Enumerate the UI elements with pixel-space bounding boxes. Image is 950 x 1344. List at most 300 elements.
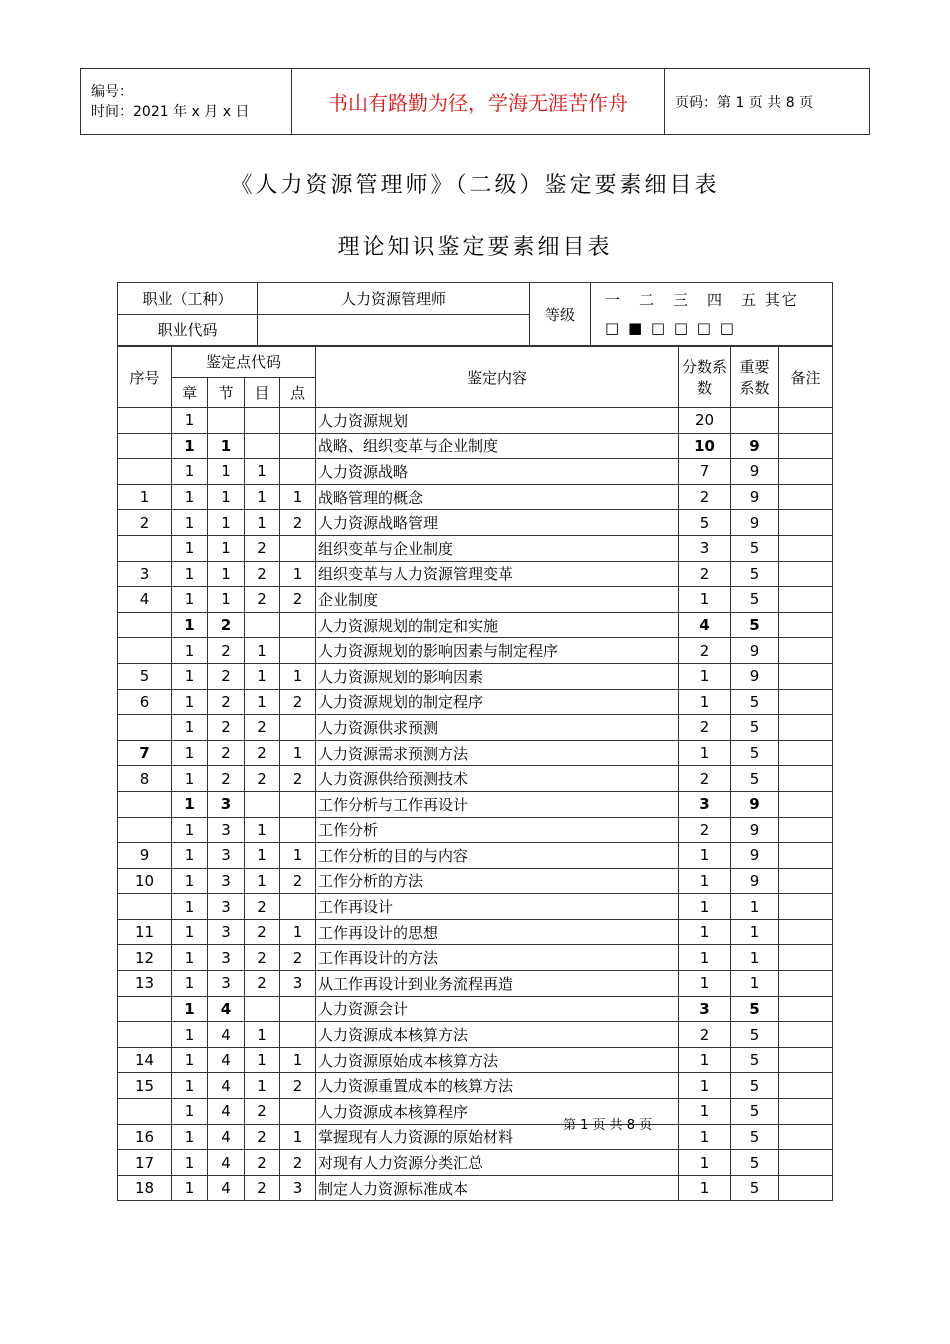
cell-section: 3	[208, 791, 245, 817]
cell-weight: 5	[731, 1124, 779, 1150]
cell-seq	[118, 817, 172, 843]
cell-seq: 9	[118, 843, 172, 869]
col-seq: 序号	[118, 347, 172, 408]
cell-item	[245, 791, 280, 817]
cell-chapter: 1	[172, 971, 208, 997]
table-row	[118, 663, 833, 689]
col-chapter: 章	[172, 377, 208, 408]
cell-point: 2	[280, 510, 316, 536]
cell-content: 工作再设计	[316, 894, 679, 920]
cell-point	[280, 996, 316, 1022]
table-row	[118, 868, 833, 894]
table-row	[118, 1022, 833, 1048]
cell-score: 1	[679, 1099, 731, 1125]
cell-chapter: 1	[172, 817, 208, 843]
cell-seq: 3	[118, 561, 172, 587]
table-row	[118, 535, 833, 561]
cell-chapter: 1	[172, 587, 208, 613]
cell-score: 1	[679, 919, 731, 945]
cell-item	[245, 996, 280, 1022]
cell-chapter: 1	[172, 1099, 208, 1125]
cell-content: 人力资源成本核算程序	[316, 1099, 679, 1125]
cell-content: 工作分析与工作再设计	[316, 791, 679, 817]
table-row	[118, 1124, 833, 1150]
cell-section: 4	[208, 1099, 245, 1125]
cell-seq: 12	[118, 945, 172, 971]
cell-item: 2	[245, 894, 280, 920]
header-meta	[81, 69, 292, 135]
cell-chapter: 1	[172, 484, 208, 510]
cell-section: 2	[208, 612, 245, 638]
cell-item: 1	[245, 689, 280, 715]
table-row	[118, 715, 833, 741]
cell-seq: 7	[118, 740, 172, 766]
table-row	[118, 561, 833, 587]
table-row	[118, 996, 833, 1022]
cell-item: 2	[245, 1150, 280, 1176]
cell-chapter: 1	[172, 535, 208, 561]
cell-item: 2	[245, 587, 280, 613]
table-row	[118, 1150, 833, 1176]
cell-item: 2	[245, 1099, 280, 1125]
cell-point	[280, 433, 316, 459]
cell-chapter: 1	[172, 996, 208, 1022]
cell-remark	[779, 791, 833, 817]
cell-point: 2	[280, 766, 316, 792]
elements-table	[117, 346, 833, 1201]
cell-chapter: 1	[172, 1073, 208, 1099]
cell-score: 1	[679, 1150, 731, 1176]
col-section: 节	[208, 377, 245, 408]
col-weight-line1: 重要	[739, 358, 770, 376]
cell-seq: 18	[118, 1175, 172, 1201]
cell-section: 3	[208, 894, 245, 920]
cell-score: 1	[679, 971, 731, 997]
cell-content: 掌握现有人力资源的原始材料	[316, 1124, 679, 1150]
cell-score: 2	[679, 1022, 731, 1048]
cell-seq: 6	[118, 689, 172, 715]
cell-weight: 5	[731, 715, 779, 741]
cell-section: 2	[208, 715, 245, 741]
cell-score: 1	[679, 894, 731, 920]
cell-point: 1	[280, 1124, 316, 1150]
cell-point: 1	[280, 663, 316, 689]
level-names: 一 二 三 四 五 其它	[605, 291, 799, 309]
cell-score: 2	[679, 638, 731, 664]
cell-point: 2	[280, 945, 316, 971]
cell-remark	[779, 484, 833, 510]
cell-weight: 9	[731, 817, 779, 843]
cell-chapter: 1	[172, 766, 208, 792]
cell-point: 1	[280, 1047, 316, 1073]
cell-point: 3	[280, 971, 316, 997]
cell-weight: 5	[731, 561, 779, 587]
cell-score: 1	[679, 945, 731, 971]
time-label: 时间：2021 年 x 月 x 日	[91, 103, 250, 120]
cell-item: 2	[245, 715, 280, 741]
cell-score: 10	[679, 433, 731, 459]
cell-seq	[118, 408, 172, 434]
cell-score: 2	[679, 766, 731, 792]
cell-item: 1	[245, 1073, 280, 1099]
cell-seq	[118, 996, 172, 1022]
cell-score: 4	[679, 612, 731, 638]
col-point: 点	[280, 377, 316, 408]
cell-remark	[779, 971, 833, 997]
cell-remark	[779, 433, 833, 459]
cell-seq: 13	[118, 971, 172, 997]
cell-weight: 9	[731, 843, 779, 869]
cell-chapter: 1	[172, 1022, 208, 1048]
cell-item: 2	[245, 535, 280, 561]
cell-content: 人力资源供给预测技术	[316, 766, 679, 792]
cell-remark	[779, 1124, 833, 1150]
cell-weight: 1	[731, 945, 779, 971]
cell-point	[280, 535, 316, 561]
cell-point	[280, 791, 316, 817]
cell-section: 2	[208, 638, 245, 664]
cell-item: 1	[245, 510, 280, 536]
cell-weight: 9	[731, 459, 779, 485]
col-weight	[731, 347, 779, 408]
cell-score: 5	[679, 510, 731, 536]
cell-remark	[779, 612, 833, 638]
table-row	[118, 766, 833, 792]
col-content: 鉴定内容	[316, 347, 679, 408]
cell-weight: 5	[731, 1022, 779, 1048]
cell-chapter: 1	[172, 612, 208, 638]
cell-item: 1	[245, 638, 280, 664]
cell-section: 4	[208, 1124, 245, 1150]
cell-section: 4	[208, 996, 245, 1022]
cell-point: 1	[280, 843, 316, 869]
cell-remark	[779, 587, 833, 613]
cell-score: 1	[679, 868, 731, 894]
cell-remark	[779, 996, 833, 1022]
cell-point: 2	[280, 868, 316, 894]
cell-seq: 8	[118, 766, 172, 792]
cell-content: 战略管理的概念	[316, 484, 679, 510]
cell-remark	[779, 510, 833, 536]
col-weight-line2: 系数	[739, 379, 770, 397]
cell-seq	[118, 535, 172, 561]
cell-weight: 5	[731, 766, 779, 792]
cell-point: 2	[280, 587, 316, 613]
cell-content: 工作再设计的方法	[316, 945, 679, 971]
cell-remark	[779, 459, 833, 485]
col-code-group: 鉴定点代码	[172, 347, 316, 378]
cell-weight: 5	[731, 1175, 779, 1201]
cell-score: 20	[679, 408, 731, 434]
cell-item: 2	[245, 1175, 280, 1201]
cell-item: 1	[245, 1022, 280, 1048]
cell-weight: 9	[731, 510, 779, 536]
cell-score: 1	[679, 663, 731, 689]
cell-point	[280, 715, 316, 741]
cell-weight: 1	[731, 971, 779, 997]
cell-chapter: 1	[172, 433, 208, 459]
cell-chapter: 1	[172, 1175, 208, 1201]
cell-weight	[731, 408, 779, 434]
cell-score: 3	[679, 996, 731, 1022]
cell-section: 1	[208, 535, 245, 561]
cell-point	[280, 408, 316, 434]
cell-weight: 9	[731, 484, 779, 510]
cell-chapter: 1	[172, 894, 208, 920]
cell-seq: 11	[118, 919, 172, 945]
cell-section: 1	[208, 510, 245, 536]
cell-item: 2	[245, 971, 280, 997]
cell-seq: 15	[118, 1073, 172, 1099]
level-label: 等级	[530, 283, 591, 346]
table-row	[118, 484, 833, 510]
cell-content: 人力资源规划的制定和实施	[316, 612, 679, 638]
occupation-label: 职业（工种）	[118, 283, 258, 315]
cell-chapter: 1	[172, 663, 208, 689]
cell-section: 3	[208, 868, 245, 894]
cell-point	[280, 817, 316, 843]
cell-remark	[779, 945, 833, 971]
cell-content: 组织变革与人力资源管理变革	[316, 561, 679, 587]
cell-section: 4	[208, 1150, 245, 1176]
cell-seq	[118, 894, 172, 920]
table-row	[118, 894, 833, 920]
cell-score: 7	[679, 459, 731, 485]
page-info: 页码：第 1 页 共 8 页	[665, 69, 870, 135]
cell-content: 工作分析的方法	[316, 868, 679, 894]
cell-score: 3	[679, 535, 731, 561]
cell-item: 1	[245, 868, 280, 894]
cell-section: 4	[208, 1022, 245, 1048]
cell-weight: 5	[731, 1150, 779, 1176]
cell-item: 2	[245, 766, 280, 792]
cell-content: 人力资源规划	[316, 408, 679, 434]
table-row	[118, 971, 833, 997]
cell-content: 战略、组织变革与企业制度	[316, 433, 679, 459]
cell-item: 2	[245, 561, 280, 587]
cell-section: 1	[208, 561, 245, 587]
document-title: 《人力资源管理师》（二级）鉴定要素细目表	[230, 173, 720, 198]
cell-remark	[779, 740, 833, 766]
table-row	[118, 1099, 833, 1125]
cell-section: 3	[208, 817, 245, 843]
cell-point: 3	[280, 1175, 316, 1201]
page-header	[80, 68, 870, 135]
cell-chapter: 1	[172, 510, 208, 536]
table-row	[118, 459, 833, 485]
cell-section: 4	[208, 1175, 245, 1201]
col-score-line1: 分数系	[682, 358, 728, 376]
cell-remark	[779, 894, 833, 920]
cell-point	[280, 612, 316, 638]
cell-point: 1	[280, 740, 316, 766]
number-label: 编号：	[91, 83, 133, 100]
cell-weight: 1	[731, 919, 779, 945]
cell-seq	[118, 433, 172, 459]
cell-item	[245, 408, 280, 434]
cell-content: 从工作再设计到业务流程再造	[316, 971, 679, 997]
cell-remark	[779, 868, 833, 894]
cell-weight: 9	[731, 791, 779, 817]
cell-item: 1	[245, 843, 280, 869]
cell-chapter: 1	[172, 459, 208, 485]
cell-chapter: 1	[172, 561, 208, 587]
table-row	[118, 612, 833, 638]
cell-seq: 2	[118, 510, 172, 536]
cell-content: 人力资源原始成本核算方法	[316, 1047, 679, 1073]
cell-score: 2	[679, 561, 731, 587]
cell-section: 2	[208, 689, 245, 715]
cell-section: 3	[208, 919, 245, 945]
table-row	[118, 689, 833, 715]
cell-content: 人力资源会计	[316, 996, 679, 1022]
cell-score: 1	[679, 1175, 731, 1201]
table-row	[118, 919, 833, 945]
cell-point: 1	[280, 484, 316, 510]
cell-item: 2	[245, 919, 280, 945]
table-row	[118, 1073, 833, 1099]
cell-item: 2	[245, 1124, 280, 1150]
cell-item: 1	[245, 484, 280, 510]
cell-weight: 9	[731, 433, 779, 459]
cell-remark	[779, 408, 833, 434]
cell-item	[245, 612, 280, 638]
cell-score: 1	[679, 1073, 731, 1099]
level-options	[591, 283, 833, 346]
cell-point	[280, 1022, 316, 1048]
cell-content: 人力资源战略	[316, 459, 679, 485]
cell-weight: 9	[731, 663, 779, 689]
cell-chapter: 1	[172, 740, 208, 766]
cell-weight: 5	[731, 535, 779, 561]
cell-remark	[779, 817, 833, 843]
cell-weight: 5	[731, 612, 779, 638]
cell-score: 1	[679, 689, 731, 715]
cell-seq	[118, 1022, 172, 1048]
cell-section: 3	[208, 971, 245, 997]
cell-chapter: 1	[172, 791, 208, 817]
page-footer: 第 1 页 共 8 页	[563, 1118, 653, 1133]
cell-score: 2	[679, 817, 731, 843]
cell-weight: 5	[731, 1099, 779, 1125]
cell-section: 1	[208, 484, 245, 510]
cell-content: 人力资源规划的影响因素与制定程序	[316, 638, 679, 664]
table-row	[118, 740, 833, 766]
cell-seq	[118, 791, 172, 817]
cell-weight: 9	[731, 638, 779, 664]
occupation-info	[117, 282, 833, 346]
cell-item: 1	[245, 817, 280, 843]
col-score	[679, 347, 731, 408]
cell-point	[280, 1099, 316, 1125]
cell-score: 1	[679, 740, 731, 766]
table-row	[118, 408, 833, 434]
cell-point	[280, 459, 316, 485]
cell-content: 人力资源供求预测	[316, 715, 679, 741]
col-item: 目	[245, 377, 280, 408]
cell-content: 人力资源战略管理	[316, 510, 679, 536]
cell-remark	[779, 1099, 833, 1125]
motto: 书山有路勤为径，学海无涯苦作舟	[292, 69, 665, 135]
cell-chapter: 1	[172, 945, 208, 971]
cell-remark	[779, 1150, 833, 1176]
cell-chapter: 1	[172, 1150, 208, 1176]
cell-weight: 5	[731, 996, 779, 1022]
cell-chapter: 1	[172, 715, 208, 741]
cell-weight: 1	[731, 894, 779, 920]
cell-weight: 5	[731, 689, 779, 715]
cell-section: 1	[208, 459, 245, 485]
table-row	[118, 945, 833, 971]
cell-remark	[779, 715, 833, 741]
col-score-line2: 数	[697, 379, 713, 397]
cell-point: 1	[280, 919, 316, 945]
cell-seq: 10	[118, 868, 172, 894]
cell-weight: 5	[731, 587, 779, 613]
cell-item: 1	[245, 459, 280, 485]
cell-content: 企业制度	[316, 587, 679, 613]
cell-item: 2	[245, 945, 280, 971]
cell-point	[280, 638, 316, 664]
cell-seq: 16	[118, 1124, 172, 1150]
cell-seq	[118, 1099, 172, 1125]
cell-chapter: 1	[172, 1124, 208, 1150]
cell-score: 3	[679, 791, 731, 817]
cell-seq: 14	[118, 1047, 172, 1073]
cell-seq	[118, 612, 172, 638]
cell-remark	[779, 843, 833, 869]
cell-content: 工作分析	[316, 817, 679, 843]
cell-point	[280, 894, 316, 920]
cell-chapter: 1	[172, 868, 208, 894]
cell-remark	[779, 766, 833, 792]
table-row	[118, 1047, 833, 1073]
cell-weight: 5	[731, 1073, 779, 1099]
cell-remark	[779, 1175, 833, 1201]
cell-content: 人力资源需求预测方法	[316, 740, 679, 766]
table-row	[118, 843, 833, 869]
cell-seq	[118, 638, 172, 664]
cell-section: 2	[208, 740, 245, 766]
cell-section: 3	[208, 843, 245, 869]
col-remark: 备注	[779, 347, 833, 408]
cell-section: 1	[208, 433, 245, 459]
table-row	[118, 510, 833, 536]
cell-score: 1	[679, 843, 731, 869]
cell-content: 制定人力资源标准成本	[316, 1175, 679, 1201]
table-row	[118, 791, 833, 817]
cell-point: 1	[280, 561, 316, 587]
occupation-value: 人力资源管理师	[258, 283, 530, 315]
cell-remark	[779, 1073, 833, 1099]
cell-chapter: 1	[172, 919, 208, 945]
table-row	[118, 1175, 833, 1201]
cell-content: 人力资源成本核算方法	[316, 1022, 679, 1048]
cell-weight: 5	[731, 1047, 779, 1073]
cell-remark	[779, 919, 833, 945]
level-checkboxes: □ ■ □ □ □ □	[605, 319, 736, 337]
cell-remark	[779, 689, 833, 715]
cell-chapter: 1	[172, 408, 208, 434]
cell-score: 1	[679, 1047, 731, 1073]
cell-remark	[779, 1022, 833, 1048]
cell-weight: 9	[731, 868, 779, 894]
cell-remark	[779, 535, 833, 561]
cell-score: 2	[679, 484, 731, 510]
occupation-code-label: 职业代码	[118, 314, 258, 346]
cell-section: 1	[208, 587, 245, 613]
cell-seq: 17	[118, 1150, 172, 1176]
